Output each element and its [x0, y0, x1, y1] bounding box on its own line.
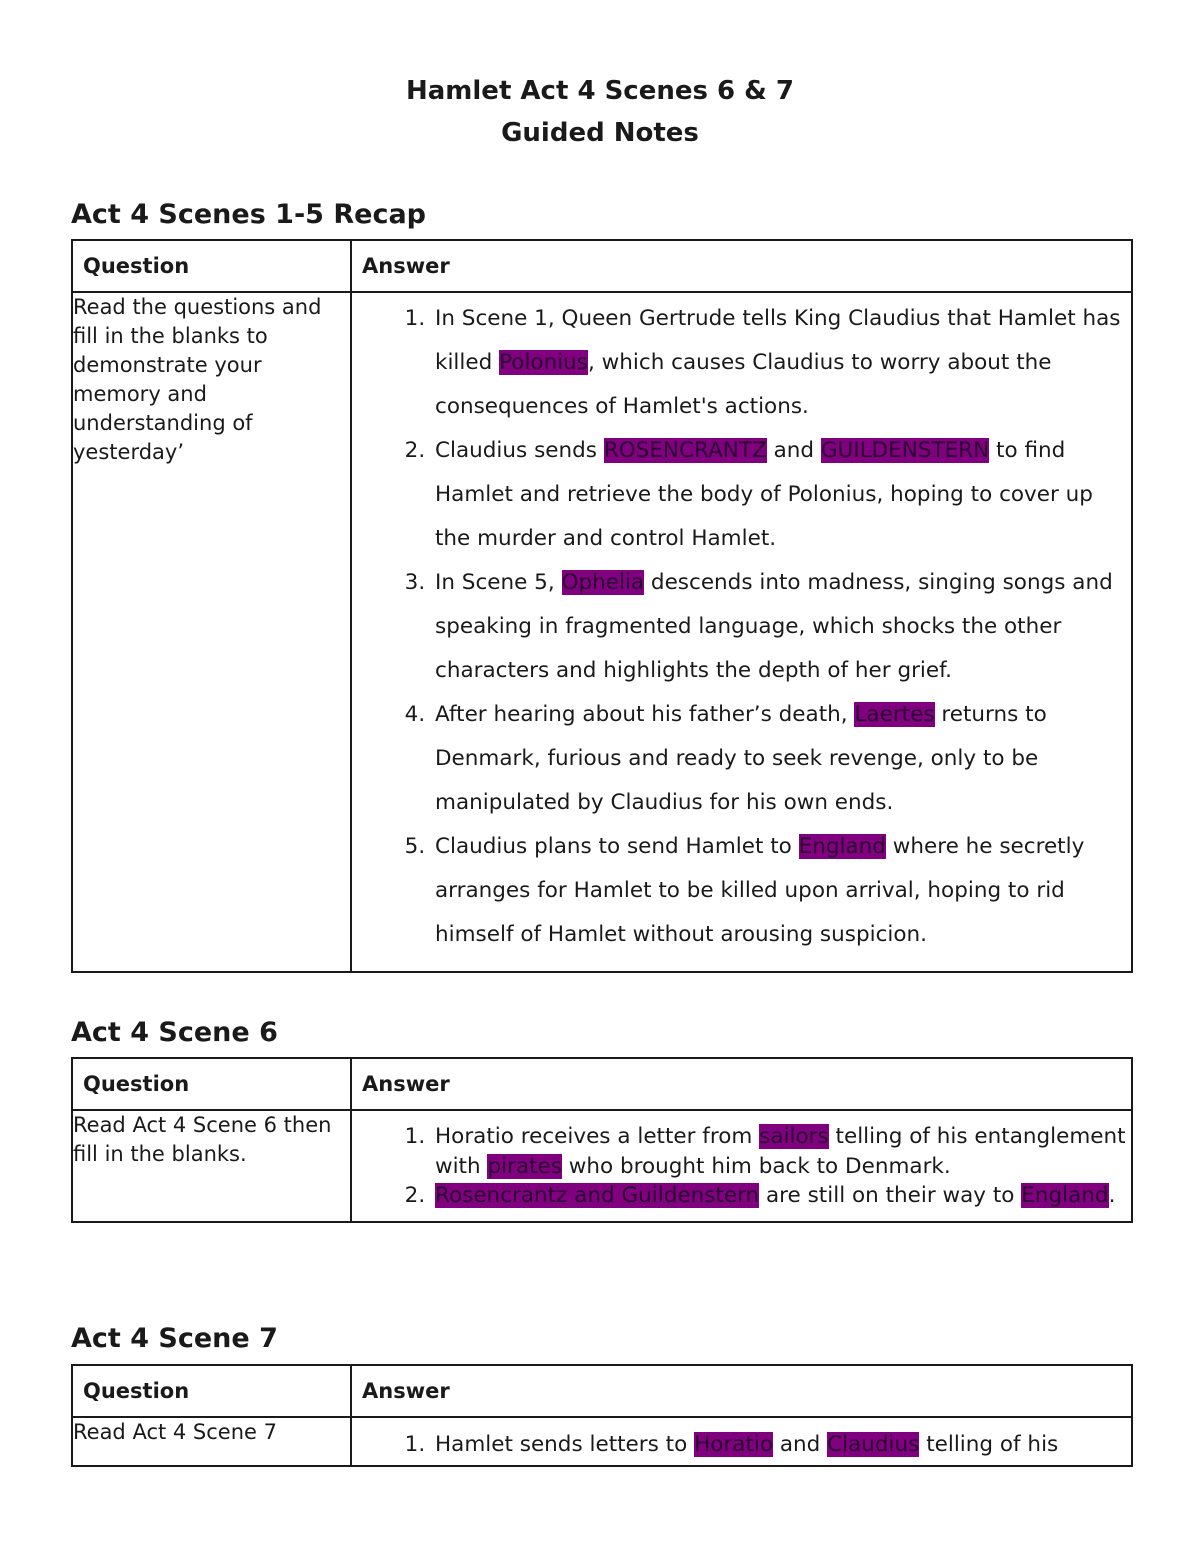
- list-item: 1. In Scene 1, Queen Gertrude tells King Claudius that Hamlet has killed Polonius, which causes Claudius to worry about the consequences of Hamlet's actions.: [432, 297, 1131, 429]
- page-title: [0, 70, 1200, 154]
- list-item: 3. In Scene 5, Ophelia descends into madness, singing songs and speaking in fragmented language, which shocks the other characters and highlights the depth of her grief.: [432, 561, 1131, 693]
- list-item: 5. Claudius plans to send Hamlet to England where he secretly arranges for Hamlet to be killed upon arrival, hoping to rid himself of Hamlet without arousing suspicion.: [432, 825, 1131, 957]
- highlighted-answer: ROSENCRANTZ: [603, 438, 767, 463]
- answer-list: [352, 1111, 1131, 1221]
- list-item: 2. Rosencrantz and Guildenstern are still on their way to England.: [432, 1181, 1131, 1211]
- question-cell: Read Act 4 Scene 6 then fill in the blanks.: [72, 1110, 351, 1222]
- table-header-row: [72, 1058, 1132, 1110]
- table-row: [72, 1417, 1132, 1466]
- highlighted-answer: pirates: [487, 1153, 562, 1179]
- table-header-row: [72, 1365, 1132, 1417]
- question-cell: Read Act 4 Scene 7: [72, 1417, 351, 1466]
- answer-list: [352, 293, 1131, 971]
- column-header-answer: Answer: [351, 1058, 1132, 1110]
- highlighted-answer: England: [1021, 1183, 1109, 1208]
- answer-cell: [351, 292, 1132, 972]
- table-row: [72, 1110, 1132, 1222]
- column-header-answer: Answer: [351, 240, 1132, 292]
- list-item: 1. Hamlet sends letters to Horatio and Claudius telling of his: [432, 1429, 1131, 1461]
- column-header-answer: Answer: [351, 1365, 1132, 1417]
- scene-7-table: [71, 1364, 1133, 1467]
- highlighted-answer: GUILDENSTERN: [820, 438, 990, 463]
- list-item: 1. Horatio receives a letter from sailors telling of his entanglement with pirates who brought him back to Denmark.: [432, 1122, 1131, 1181]
- recap-table: [71, 239, 1133, 973]
- highlighted-answer: Claudius: [827, 1432, 920, 1457]
- list-item: 2. Claudius sends ROSENCRANTZ and GUILDENSTERN to find Hamlet and retrieve the body of Polonius, hoping to cover up the murder and control Hamlet.: [432, 429, 1131, 561]
- table-header-row: [72, 240, 1132, 292]
- answer-cell: [351, 1417, 1132, 1466]
- section-heading-scene-6: Act 4 Scene 6: [71, 1017, 278, 1048]
- highlighted-answer: Ophelia: [561, 570, 645, 595]
- column-header-question: Question: [72, 1365, 351, 1417]
- highlighted-answer: Laertes: [854, 702, 935, 727]
- highlighted-answer: England: [798, 834, 886, 859]
- highlighted-answer: Horatio: [694, 1432, 773, 1457]
- title-line-2: Guided Notes: [501, 118, 699, 148]
- title-line-1: Hamlet Act 4 Scenes 6 & 7: [406, 76, 794, 106]
- table-row: [72, 292, 1132, 972]
- section-heading-recap: Act 4 Scenes 1-5 Recap: [71, 199, 426, 230]
- highlighted-answer: Polonius: [499, 350, 589, 375]
- scene-6-table: [71, 1057, 1133, 1223]
- highlighted-answer: sailors: [759, 1124, 829, 1149]
- column-header-question: Question: [72, 240, 351, 292]
- section-heading-scene-7: Act 4 Scene 7: [71, 1323, 278, 1354]
- answer-cell: [351, 1110, 1132, 1222]
- highlighted-answer: Rosencrantz and Guildenstern: [435, 1183, 760, 1208]
- column-header-question: Question: [72, 1058, 351, 1110]
- question-cell: Read the questions and fill in the blanks to demonstrate your memory and understanding of yesterday’: [72, 292, 351, 972]
- list-item: 4. After hearing about his father’s death, Laertes returns to Denmark, furious and ready to seek revenge, only to be manipulated by Claudius for his own ends.: [432, 693, 1131, 825]
- answer-list: [352, 1418, 1131, 1465]
